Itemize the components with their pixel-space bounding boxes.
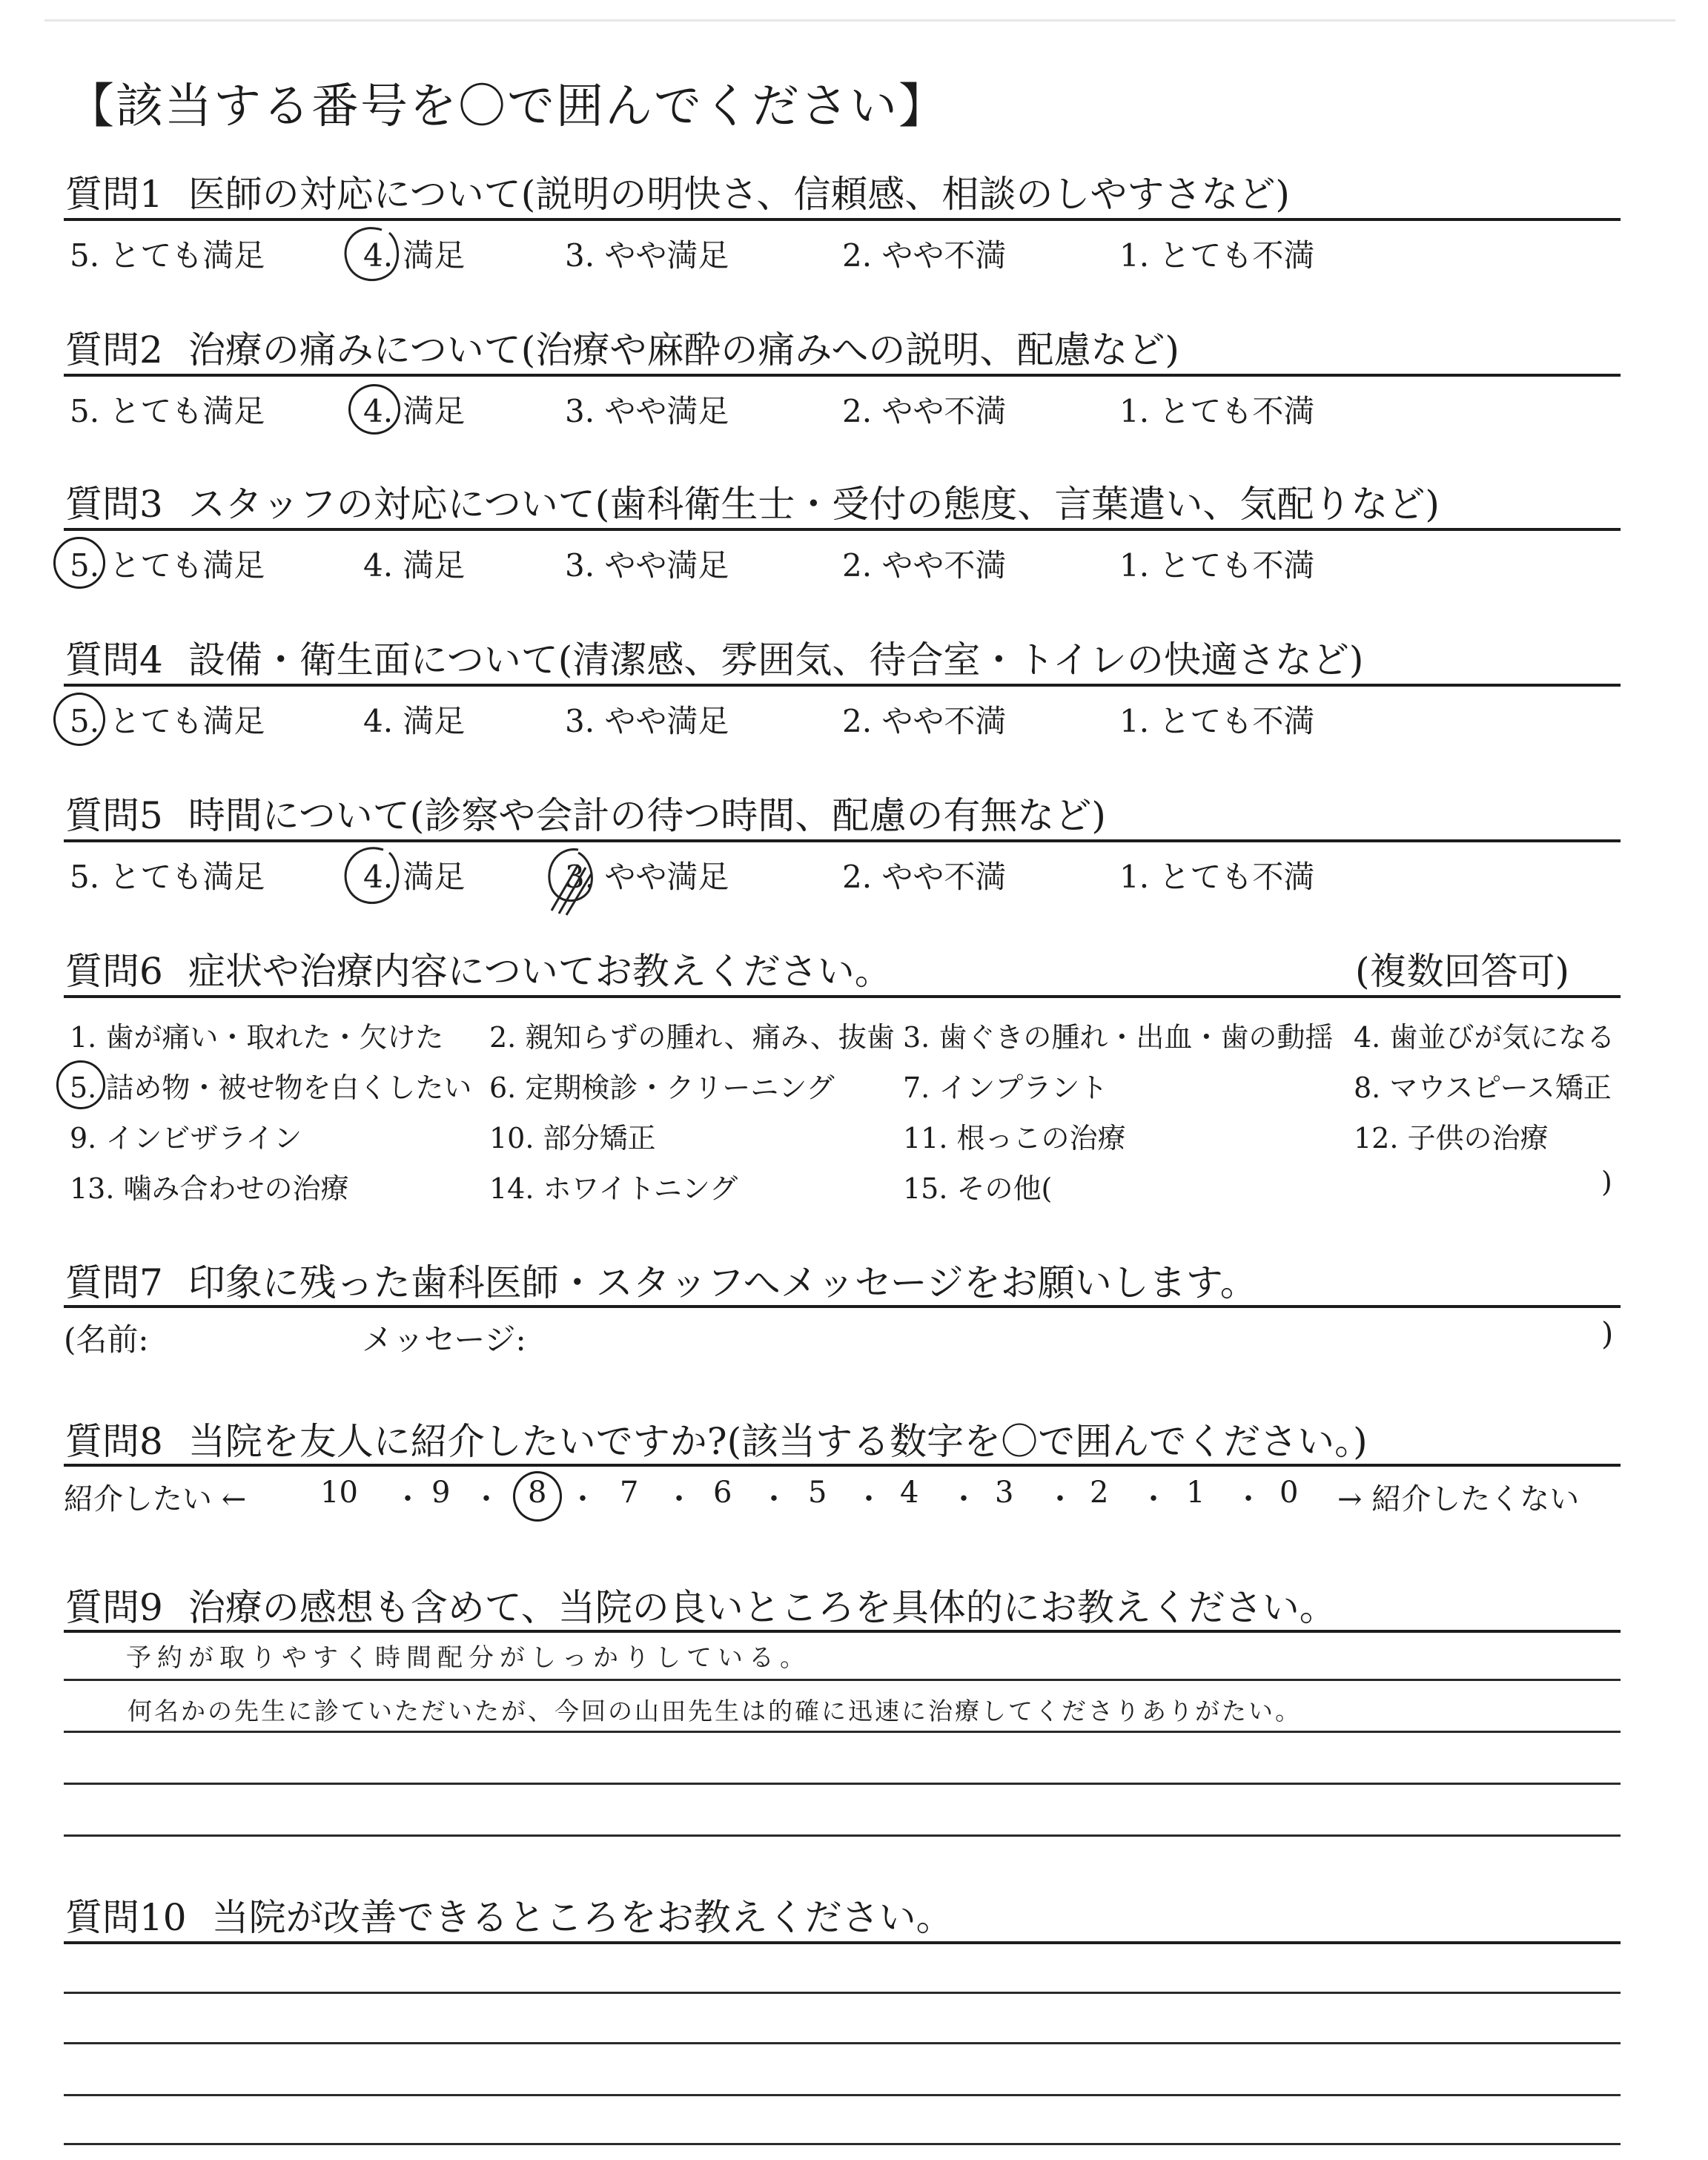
- question-underline: [64, 995, 1621, 998]
- scale-value-0[interactable]: 0: [1280, 1476, 1299, 1510]
- q3-answer-circle: [53, 537, 105, 589]
- q2-answer-circle: [348, 384, 400, 435]
- question-underline: [64, 374, 1621, 377]
- q2-option-2[interactable]: 2. やや不満: [842, 393, 1007, 429]
- question-4: [65, 630, 1363, 684]
- question-underline: [64, 684, 1621, 687]
- question-6: [65, 942, 1570, 995]
- question-number: 質問5: [65, 794, 163, 837]
- question-9: [65, 1578, 1337, 1631]
- scan-top-edge: [44, 19, 1675, 22]
- answer-line: [64, 1834, 1621, 1837]
- message-label: メッセージ:: [362, 1321, 526, 1358]
- question-number: 質問4: [65, 638, 163, 681]
- answer-line: [64, 1679, 1621, 1681]
- form-instruction-header: 【該当する番号を〇で囲んでください】: [67, 79, 947, 134]
- question-number: 質問8: [65, 1420, 163, 1463]
- question-underline: [64, 1305, 1621, 1308]
- treatment-option-5[interactable]: 5. 詰め物・被せ物を白くしたい: [70, 1071, 472, 1104]
- q3-option-5[interactable]: 5. とても満足: [70, 547, 265, 584]
- q2-option-1[interactable]: 1. とても不満: [1119, 393, 1315, 429]
- name-label: (名前:: [64, 1321, 149, 1358]
- question-text: 当院を友人に紹介したいですか?(該当する数字を〇で囲んでください。): [188, 1420, 1368, 1463]
- question-text: スタッフの対応について(歯科衛生士・受付の態度、言葉遣い、気配りなど): [188, 483, 1440, 526]
- q2-option-4[interactable]: 4. 満足: [363, 393, 466, 429]
- question-text: 治療の痛みについて(治療や麻酔の痛みへの説明、配慮など): [188, 328, 1179, 371]
- treatment-option-3[interactable]: 3. 歯ぐきの腫れ・出血・歯の動揺: [903, 1021, 1334, 1054]
- treatment-option-7[interactable]: 7. インプラント: [903, 1071, 1108, 1104]
- scale-value-5[interactable]: 5: [808, 1476, 827, 1510]
- q1-option-1[interactable]: 1. とても不満: [1119, 237, 1315, 274]
- question-number: 質問3: [65, 483, 163, 526]
- q1-option-5[interactable]: 5. とても満足: [70, 237, 265, 274]
- question-text: 症状や治療内容についてお教えください。: [188, 950, 892, 993]
- scale-value-8[interactable]: 8: [528, 1476, 547, 1510]
- q1-option-2[interactable]: 2. やや不満: [842, 237, 1007, 274]
- question-3: [65, 475, 1440, 528]
- treatment-option-10[interactable]: 10. 部分矯正: [489, 1122, 656, 1155]
- q3-option-4[interactable]: 4. 満足: [363, 547, 466, 584]
- q3-option-3[interactable]: 3. やや満足: [565, 547, 729, 584]
- treatment-option-12[interactable]: 12. 子供の治療: [1354, 1122, 1549, 1155]
- question-7: [65, 1253, 1257, 1307]
- q1-answer-circle: [337, 221, 404, 288]
- question-underline: [64, 1464, 1621, 1467]
- q1-option-3[interactable]: 3. やや満足: [565, 237, 729, 274]
- treatment-option-14[interactable]: 14. ホワイトニング: [489, 1172, 738, 1205]
- scale-value-6[interactable]: 6: [713, 1476, 732, 1510]
- q3-option-2[interactable]: 2. やや不満: [842, 547, 1007, 584]
- scale-separator: ・: [393, 1482, 423, 1516]
- question-number: 質問1: [65, 173, 163, 216]
- question-number: 質問2: [65, 328, 163, 371]
- q4-option-2[interactable]: 2. やや不満: [842, 703, 1007, 739]
- multiple-answers-note: (複数回答可): [1355, 950, 1570, 993]
- answer-line: [64, 2143, 1621, 2145]
- q8-answer-circle: [513, 1471, 562, 1522]
- q4-option-4[interactable]: 4. 満足: [363, 703, 466, 739]
- question-text: 印象に残った歯科医師・スタッフへメッセージをお願いします。: [188, 1261, 1257, 1304]
- scale-separator: ・: [759, 1482, 789, 1516]
- scale-value-7[interactable]: 7: [620, 1476, 639, 1510]
- scale-separator: ・: [1139, 1482, 1168, 1516]
- scale-value-4[interactable]: 4: [900, 1476, 919, 1510]
- q9-handwritten-line-1: 予約が取りやすく時間配分がしっかりしている。: [126, 1643, 811, 1673]
- q2-option-3[interactable]: 3. やや満足: [565, 393, 729, 429]
- q5-crossed-out-circle: [541, 842, 600, 916]
- scale-separator: ・: [854, 1482, 884, 1516]
- question-text: 当院が改善できるところをお教えください。: [211, 1896, 953, 1939]
- scale-value-9[interactable]: 9: [431, 1476, 451, 1510]
- q2-option-5[interactable]: 5. とても満足: [70, 393, 265, 429]
- scale-separator: ・: [664, 1482, 694, 1516]
- question-number: 質問10: [65, 1896, 187, 1939]
- treatment-option-2[interactable]: 2. 親知らずの腫れ、痛み、抜歯: [489, 1021, 895, 1054]
- recommend-label-left: 紹介したい ←: [64, 1482, 247, 1516]
- q5-option-4[interactable]: 4. 満足: [363, 859, 466, 895]
- q6-answer-circle: [56, 1060, 105, 1109]
- question-number: 質問9: [65, 1586, 163, 1629]
- question-text: 時間について(診察や会計の待つ時間、配慮の有無など): [188, 794, 1106, 837]
- scale-value-1[interactable]: 1: [1186, 1476, 1205, 1510]
- question-2: [65, 320, 1179, 374]
- treatment-option-8[interactable]: 8. マウスピース矯正: [1354, 1071, 1612, 1104]
- question-number: 質問7: [65, 1261, 163, 1304]
- question-8: [65, 1412, 1368, 1465]
- scale-separator: ・: [1045, 1482, 1075, 1516]
- scale-value-2[interactable]: 2: [1090, 1476, 1109, 1510]
- question-underline: [64, 1941, 1621, 1944]
- q5-option-5[interactable]: 5. とても満足: [70, 859, 265, 895]
- question-10: [65, 1888, 953, 1941]
- question-text: 医師の対応について(説明の明快さ、信頼感、相談のしやすさなど): [188, 173, 1290, 216]
- question-5: [65, 786, 1106, 839]
- scale-separator: ・: [568, 1482, 598, 1516]
- q4-answer-circle: [53, 693, 105, 746]
- answer-line: [64, 1731, 1621, 1733]
- scale-separator: ・: [1234, 1482, 1263, 1516]
- message-close-paren: ): [1601, 1315, 1614, 1352]
- question-underline: [64, 218, 1621, 221]
- q4-option-5[interactable]: 5. とても満足: [70, 703, 265, 739]
- treatment-option-15[interactable]: 15. その他(: [903, 1172, 1053, 1205]
- q5-option-1[interactable]: 1. とても不満: [1119, 859, 1315, 895]
- treatment-option-9[interactable]: 9. インビザライン: [70, 1122, 302, 1155]
- scale-value-3[interactable]: 3: [995, 1476, 1014, 1510]
- answer-line: [64, 2042, 1621, 2044]
- answer-line: [64, 2094, 1621, 2096]
- answer-line: [64, 1783, 1621, 1785]
- treatment-option-4[interactable]: 4. 歯並びが気になる: [1354, 1021, 1615, 1054]
- recommend-label-right: → 紹介したくない: [1337, 1482, 1580, 1516]
- answer-line: [64, 1992, 1621, 1994]
- question-text: 設備・衛生面について(清潔感、雰囲気、待合室・トイレの快適さなど): [188, 638, 1364, 681]
- q4-option-3[interactable]: 3. やや満足: [565, 703, 729, 739]
- treatment-option-13[interactable]: 13. 噛み合わせの治療: [70, 1172, 349, 1205]
- scale-separator: ・: [471, 1482, 501, 1516]
- question-text: 治療の感想も含めて、当院の良いところを具体的にお教えください。: [188, 1586, 1337, 1629]
- other-close-paren: ): [1601, 1166, 1612, 1198]
- scale-separator: ・: [949, 1482, 979, 1516]
- question-underline: [64, 528, 1621, 531]
- q3-option-1[interactable]: 1. とても不満: [1119, 547, 1315, 584]
- question-number: 質問6: [65, 950, 163, 993]
- treatment-option-11[interactable]: 11. 根っこの治療: [903, 1122, 1126, 1155]
- q4-option-1[interactable]: 1. とても不満: [1119, 703, 1315, 739]
- q5-option-3[interactable]: 3. やや満足: [565, 859, 729, 895]
- treatment-option-1[interactable]: 1. 歯が痛い・取れた・欠けた: [70, 1021, 444, 1054]
- q1-option-4[interactable]: 4. 満足: [363, 237, 466, 274]
- scale-value-10[interactable]: 10: [320, 1476, 358, 1510]
- q5-answer-circle: [337, 839, 404, 914]
- q5-option-2[interactable]: 2. やや不満: [842, 859, 1007, 895]
- question-underline: [64, 839, 1621, 842]
- question-underline: [64, 1630, 1621, 1633]
- treatment-option-6[interactable]: 6. 定期検診・クリーニング: [489, 1071, 835, 1104]
- q9-handwritten-line-2: 何名かの先生に診ていただいたが、今回の山田先生は的確に迅速に治療してくださりありがたい。: [128, 1697, 1302, 1725]
- question-1: [65, 165, 1290, 218]
